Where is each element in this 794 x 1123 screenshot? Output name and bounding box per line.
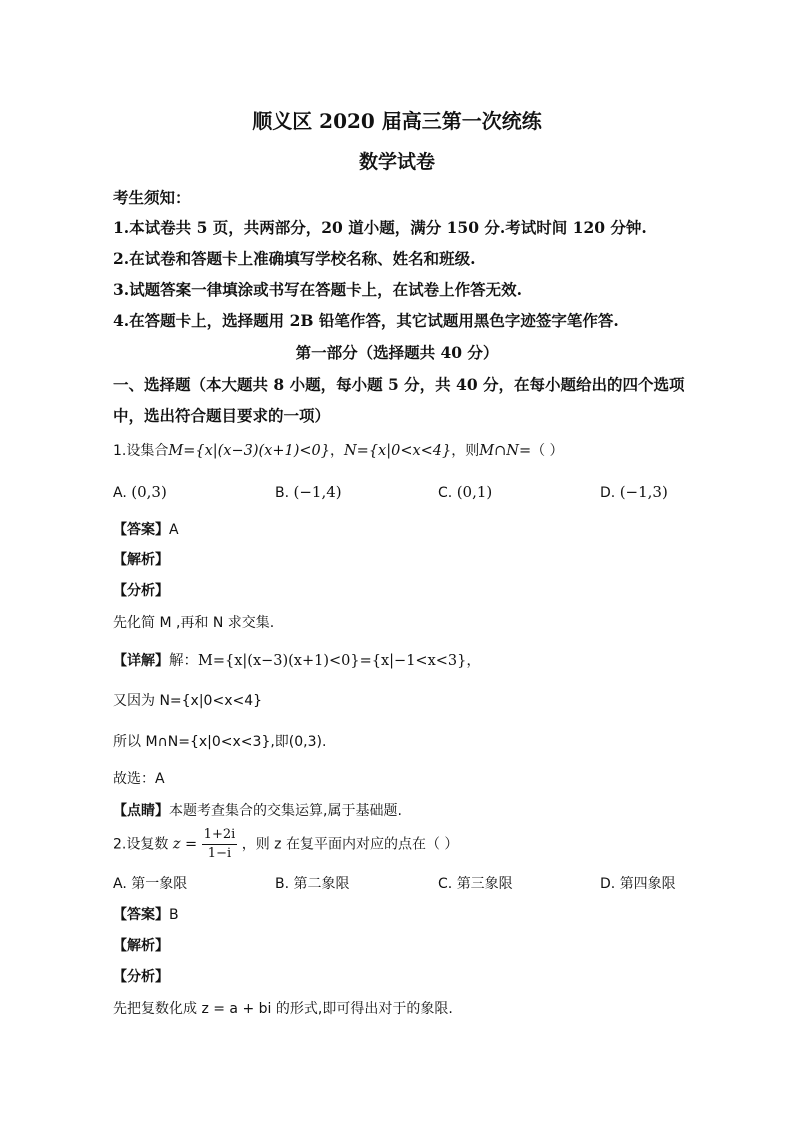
- section-heading-cont: 中，选出符合题目要求的一项）: [113, 406, 331, 425]
- option-label: C.: [438, 876, 453, 892]
- question-1-prefix: 1.设集合: [113, 443, 169, 459]
- answer-tag: 【答案】: [113, 522, 169, 538]
- option-value: 第二象限: [293, 876, 350, 892]
- option-label: D.: [600, 485, 616, 501]
- part-heading: 第一部分（选择题共 40 分）: [295, 343, 499, 362]
- notice-item: 1.本试卷共 5 页，共两部分，20 道小题，满分 150 分.考试时间 120 分钟.: [113, 218, 647, 237]
- answer-value: B: [169, 907, 179, 923]
- answer-line: [113, 904, 179, 924]
- notice-item: 2.在试卷和答题卡上准确填写学校名称、姓名和班级.: [113, 249, 476, 268]
- detail-line: [113, 649, 481, 670]
- detail-line-3: 所以 M∩N={x|0<x<3},即(0,3).: [113, 734, 327, 750]
- page-subtitle: 数学试卷: [358, 151, 435, 173]
- fenxi-tag: 【分析】: [113, 969, 169, 985]
- section-heading: 一、选择题（本大题共 8 小题，每小题 5 分，共 40 分，在每小题给出的四个选项: [113, 375, 685, 394]
- option-value: 第一象限: [131, 876, 188, 892]
- option-b: [275, 483, 342, 501]
- dianjing-line: [113, 800, 402, 820]
- dianjing-text: 本题考查集合的交集运算,属于基础题.: [169, 803, 402, 819]
- answer-paren: （ ）: [531, 443, 564, 459]
- question-2-stem: [113, 826, 458, 863]
- notice-item: 3.试题答案一律填涂或书写在答题卡上，在试卷上作答无效.: [113, 280, 523, 299]
- fraction-denominator: 1−i: [207, 846, 232, 861]
- option-value: (−1,4): [293, 483, 342, 501]
- option-label: B.: [275, 876, 290, 892]
- option-label: A.: [113, 876, 127, 892]
- notice-item: 4.在答题卡上，选择题用 2B 铅笔作答，其它试题用黑色字迹签字笔作答.: [113, 311, 619, 330]
- notice-heading: 考生须知：: [113, 188, 191, 207]
- option-d: [600, 483, 668, 501]
- option-d: [600, 873, 676, 893]
- option-a: [113, 873, 187, 893]
- fenxi-text: 先化简 M ,再和 N 求交集.: [113, 615, 275, 631]
- dianjing-tag: 【点睛】: [113, 803, 169, 819]
- option-value: 第三象限: [456, 876, 513, 892]
- option-b: [275, 873, 350, 893]
- fenxi-text: 先把复数化成 z = a + bi 的形式,即可得出对于的象限.: [113, 1001, 453, 1017]
- analysis-tag: 【解析】: [113, 552, 169, 568]
- page-title: 顺义区 2020 届高三第一次统练: [252, 109, 542, 133]
- fraction: [202, 826, 238, 863]
- sep: ，: [329, 443, 344, 459]
- option-label: A.: [113, 485, 127, 501]
- option-c: [438, 873, 513, 893]
- answer-line: [113, 519, 179, 539]
- question-2-prefix: 2.设复数: [113, 836, 169, 853]
- analysis-tag: 【解析】: [113, 938, 169, 954]
- intersection-expr: M∩N=: [479, 443, 532, 459]
- option-c: [438, 483, 492, 501]
- set-n-def: N={x|0<x<4}: [343, 443, 452, 459]
- conclusion: 故选：A: [113, 771, 165, 787]
- answer-value: A: [169, 522, 179, 538]
- detail-tag: 【详解】: [113, 653, 169, 669]
- answer-tag: 【答案】: [113, 907, 169, 923]
- option-label: B.: [275, 485, 290, 501]
- question-2-suffix: ，则 z 在复平面内对应的点在（ ）: [241, 836, 459, 853]
- option-value: 第四象限: [619, 876, 676, 892]
- then-text: ，则: [451, 443, 480, 459]
- option-value: (0,1): [456, 483, 493, 501]
- detail-line-2: 又因为 N={x|0<x<4}: [113, 693, 263, 709]
- detail-text: 解：M={x|(x−3)(x+1)<0}={x|−1<x<3}，: [169, 653, 481, 669]
- option-a: [113, 483, 167, 501]
- z-eq: z =: [172, 836, 198, 853]
- fenxi-tag: 【分析】: [113, 583, 169, 599]
- option-value: (−1,3): [619, 483, 668, 501]
- option-label: D.: [600, 876, 616, 892]
- option-value: (0,3): [131, 483, 167, 501]
- option-label: C.: [438, 485, 453, 501]
- fraction-numerator: 1+2i: [202, 826, 238, 845]
- question-1-stem: [113, 440, 564, 460]
- set-m-def: M={x|(x−3)(x+1)<0}: [168, 443, 330, 459]
